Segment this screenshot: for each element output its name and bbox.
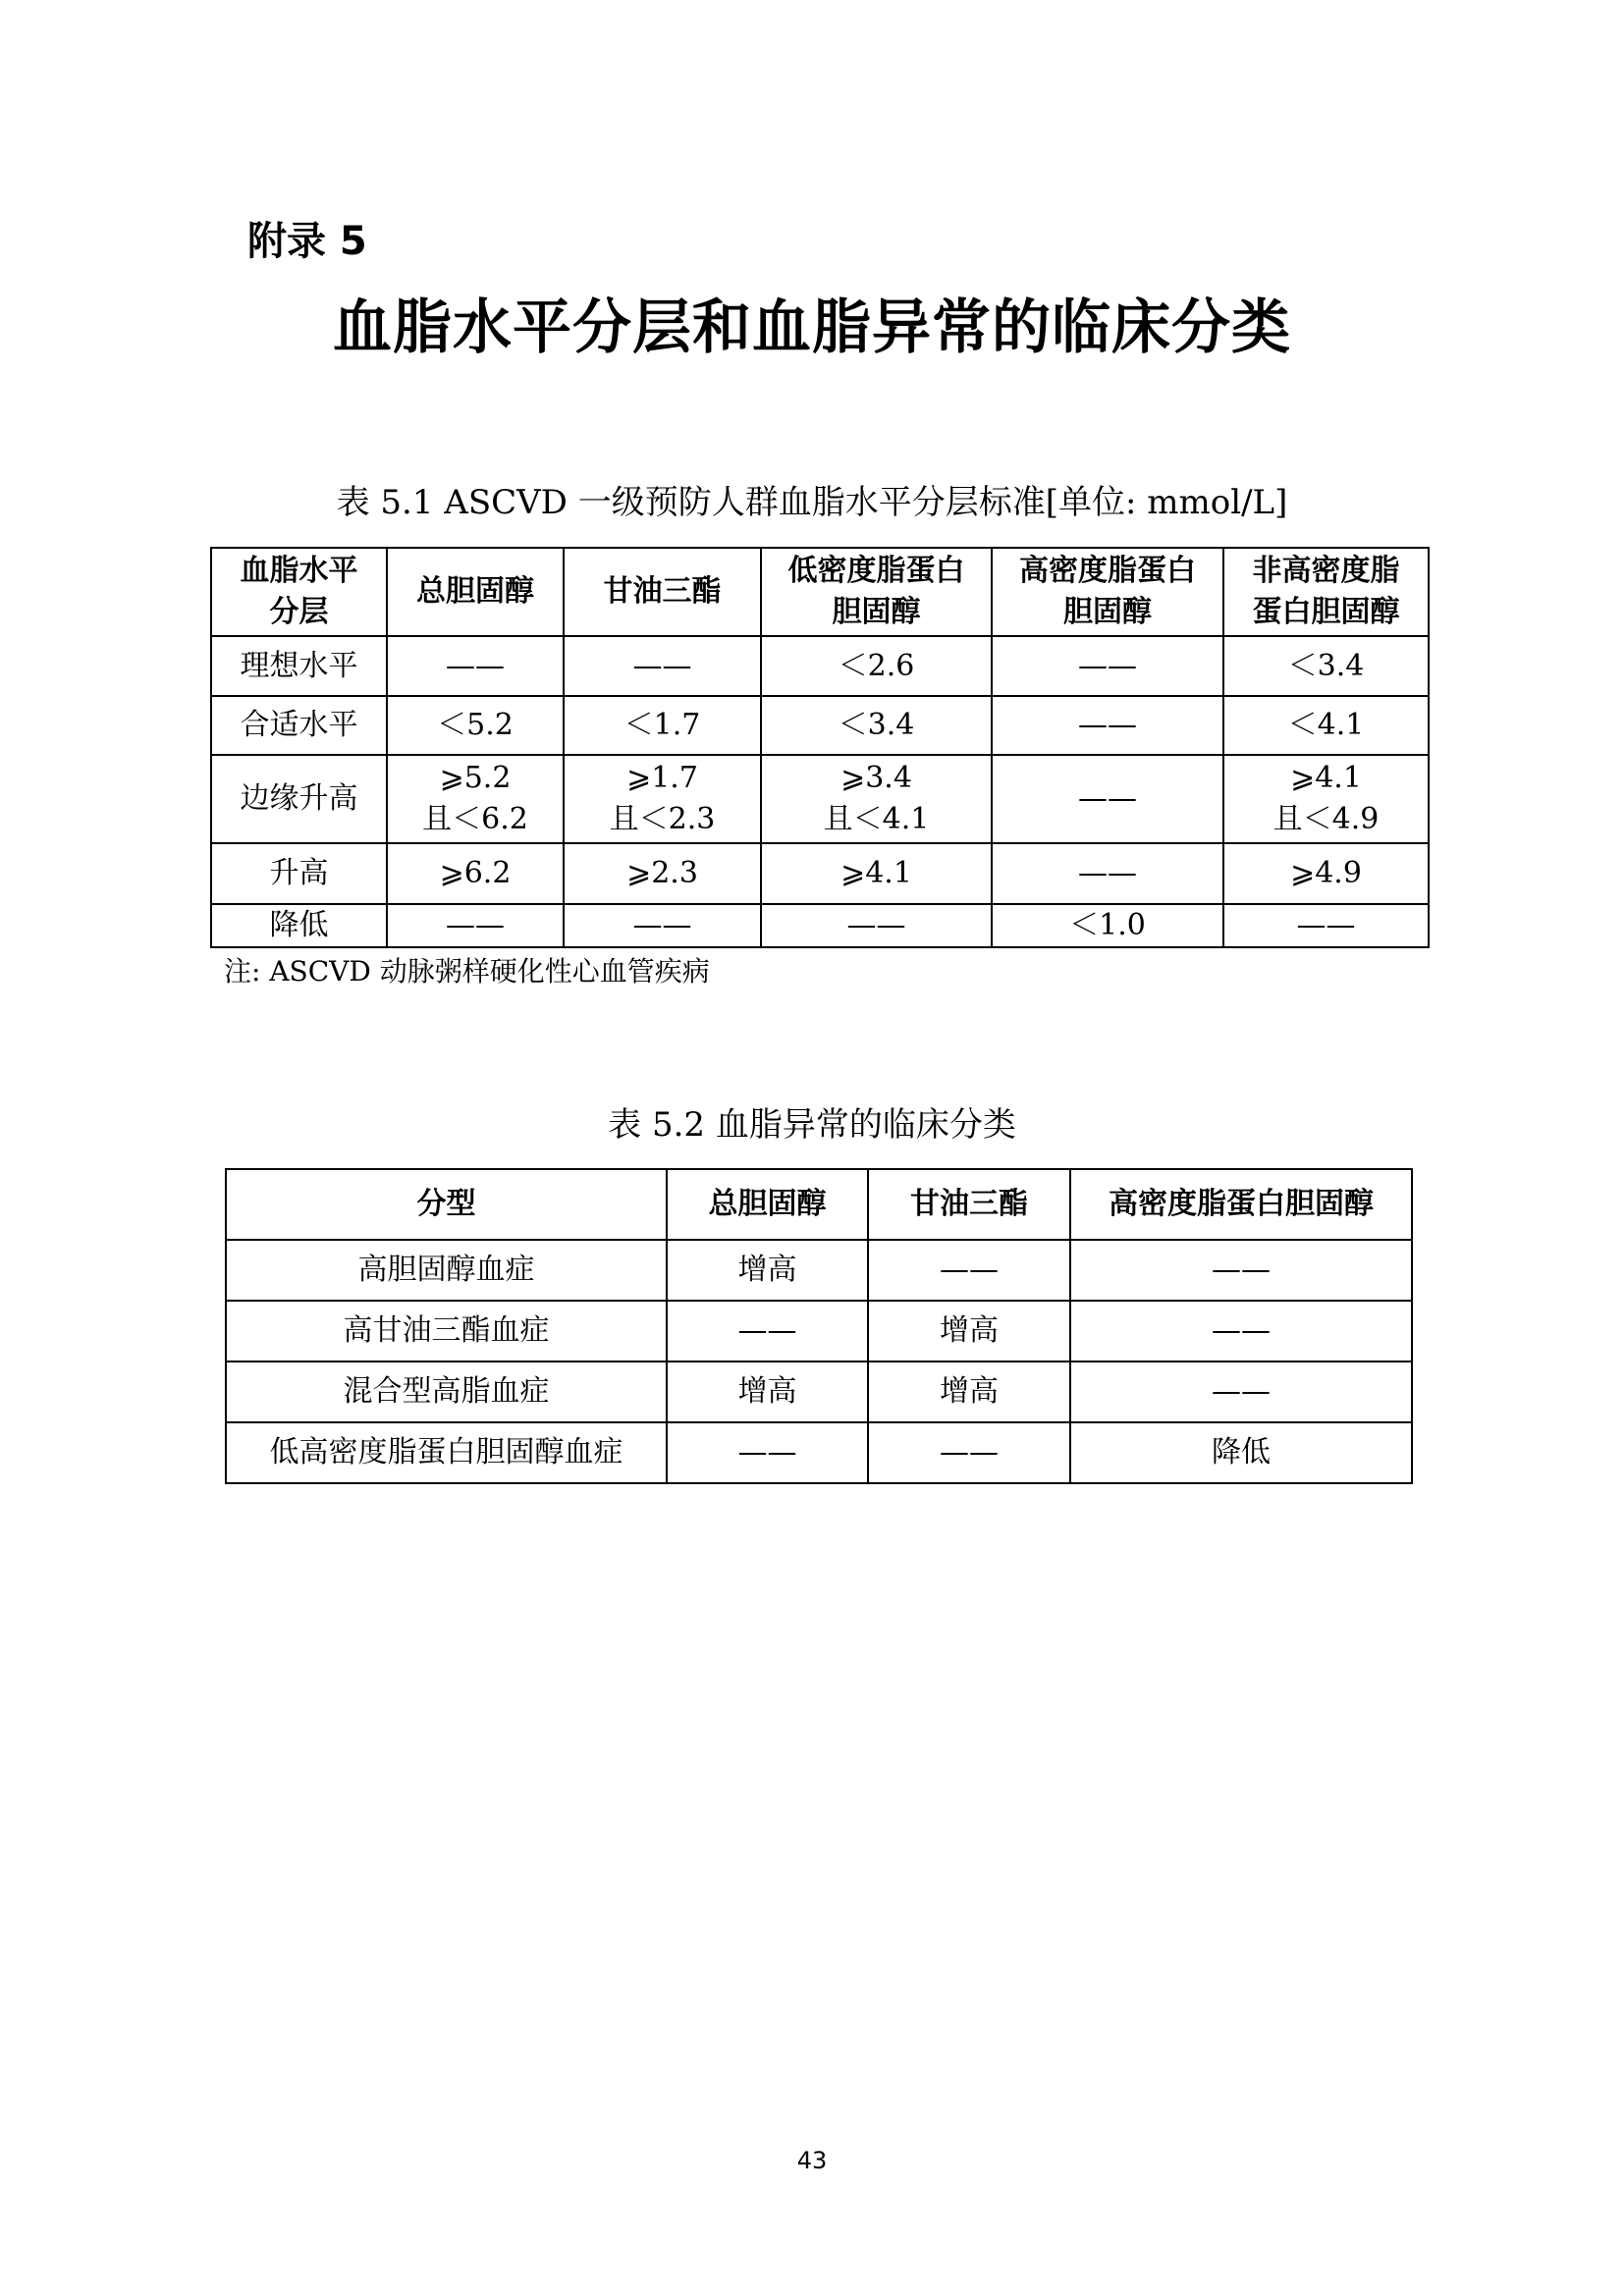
table-row: [211, 904, 1429, 947]
table-cell: 增高: [667, 1240, 868, 1301]
table-cell: ——: [761, 904, 992, 947]
table-cell: ——: [868, 1240, 1070, 1301]
table-cell: ——: [667, 1422, 868, 1483]
table-cell: ——: [667, 1301, 868, 1362]
header-cell: 高密度脂蛋白胆固醇: [1070, 1169, 1412, 1240]
table-cell: 增高: [868, 1362, 1070, 1422]
table-cell: 增高: [868, 1301, 1070, 1362]
table-cell: ——: [1223, 904, 1429, 947]
table-cell: ⩾3.4 且＜4.1: [761, 755, 992, 843]
table-cell: ＜3.4: [1223, 636, 1429, 696]
table-header-row: [211, 548, 1429, 636]
table-cell: ——: [564, 904, 761, 947]
page-number: 43: [796, 2147, 828, 2174]
table-row: [226, 1301, 1412, 1362]
lipid-stratification-table: [210, 547, 1430, 948]
table-cell: ⩾6.2: [387, 843, 564, 904]
table-cell: 降低: [1070, 1422, 1412, 1483]
header-cell: 总胆固醇: [387, 548, 564, 636]
table-cell: ——: [992, 755, 1223, 843]
table-cell: ——: [992, 636, 1223, 696]
table-cell: ——: [387, 904, 564, 947]
row-label: 升高: [211, 843, 387, 904]
row-label: 合适水平: [211, 696, 387, 755]
table-cell: ⩾4.1: [761, 843, 992, 904]
table-cell: ＜4.1: [1223, 696, 1429, 755]
table-cell: ⩾2.3: [564, 843, 761, 904]
row-label: 高胆固醇血症: [226, 1240, 667, 1301]
table-row: [226, 1362, 1412, 1422]
table-cell: ——: [1070, 1362, 1412, 1422]
table-row: [211, 843, 1429, 904]
row-label: 高甘油三酯血症: [226, 1301, 667, 1362]
table-row: [211, 755, 1429, 843]
table-cell: ——: [564, 636, 761, 696]
row-label: 混合型高脂血症: [226, 1362, 667, 1422]
table-cell: ＜3.4: [761, 696, 992, 755]
table-cell: ——: [387, 636, 564, 696]
table-cell: ⩾1.7 且＜2.3: [564, 755, 761, 843]
table-row: [211, 696, 1429, 755]
row-label: 低高密度脂蛋白胆固醇血症: [226, 1422, 667, 1483]
table-cell: ⩾4.1 且＜4.9: [1223, 755, 1429, 843]
header-cell: 低密度脂蛋白 胆固醇: [761, 548, 992, 636]
dyslipidemia-classification-table: [225, 1168, 1413, 1484]
table-cell: ——: [992, 843, 1223, 904]
table-cell: ＜5.2: [387, 696, 564, 755]
table-row: [226, 1240, 1412, 1301]
table-cell: ＜1.7: [564, 696, 761, 755]
header-cell: 总胆固醇: [667, 1169, 868, 1240]
table2-caption: 表 5.2 血脂异常的临床分类: [608, 1105, 1016, 1145]
header-cell: 分型: [226, 1169, 667, 1240]
table-cell: 增高: [667, 1362, 868, 1422]
table1-note: 注: ASCVD 动脉粥样硬化性心血管疾病: [224, 955, 710, 988]
table-cell: ——: [1070, 1301, 1412, 1362]
appendix-label: 附录 5: [247, 219, 367, 264]
table-cell: ——: [868, 1422, 1070, 1483]
header-cell: 非高密度脂 蛋白胆固醇: [1223, 548, 1429, 636]
table-row: [211, 636, 1429, 696]
header-cell: 高密度脂蛋白 胆固醇: [992, 548, 1223, 636]
header-cell: 甘油三酯: [868, 1169, 1070, 1240]
table-cell: ＜1.0: [992, 904, 1223, 947]
table-cell: ——: [992, 696, 1223, 755]
table-cell: ⩾4.9: [1223, 843, 1429, 904]
table-cell: ——: [1070, 1240, 1412, 1301]
table-header-row: [226, 1169, 1412, 1240]
table-cell: ＜2.6: [761, 636, 992, 696]
header-cell: 甘油三酯: [564, 548, 761, 636]
header-cell: 血脂水平 分层: [211, 548, 387, 636]
table1-caption: 表 5.1 ASCVD 一级预防人群血脂水平分层标准[单位: mmol/L]: [336, 483, 1288, 522]
table-row: [226, 1422, 1412, 1483]
row-label: 理想水平: [211, 636, 387, 696]
row-label: 边缘升高: [211, 755, 387, 843]
row-label: 降低: [211, 904, 387, 947]
table-cell: ⩾5.2 且＜6.2: [387, 755, 564, 843]
page-title: 血脂水平分层和血脂异常的临床分类: [333, 294, 1291, 362]
